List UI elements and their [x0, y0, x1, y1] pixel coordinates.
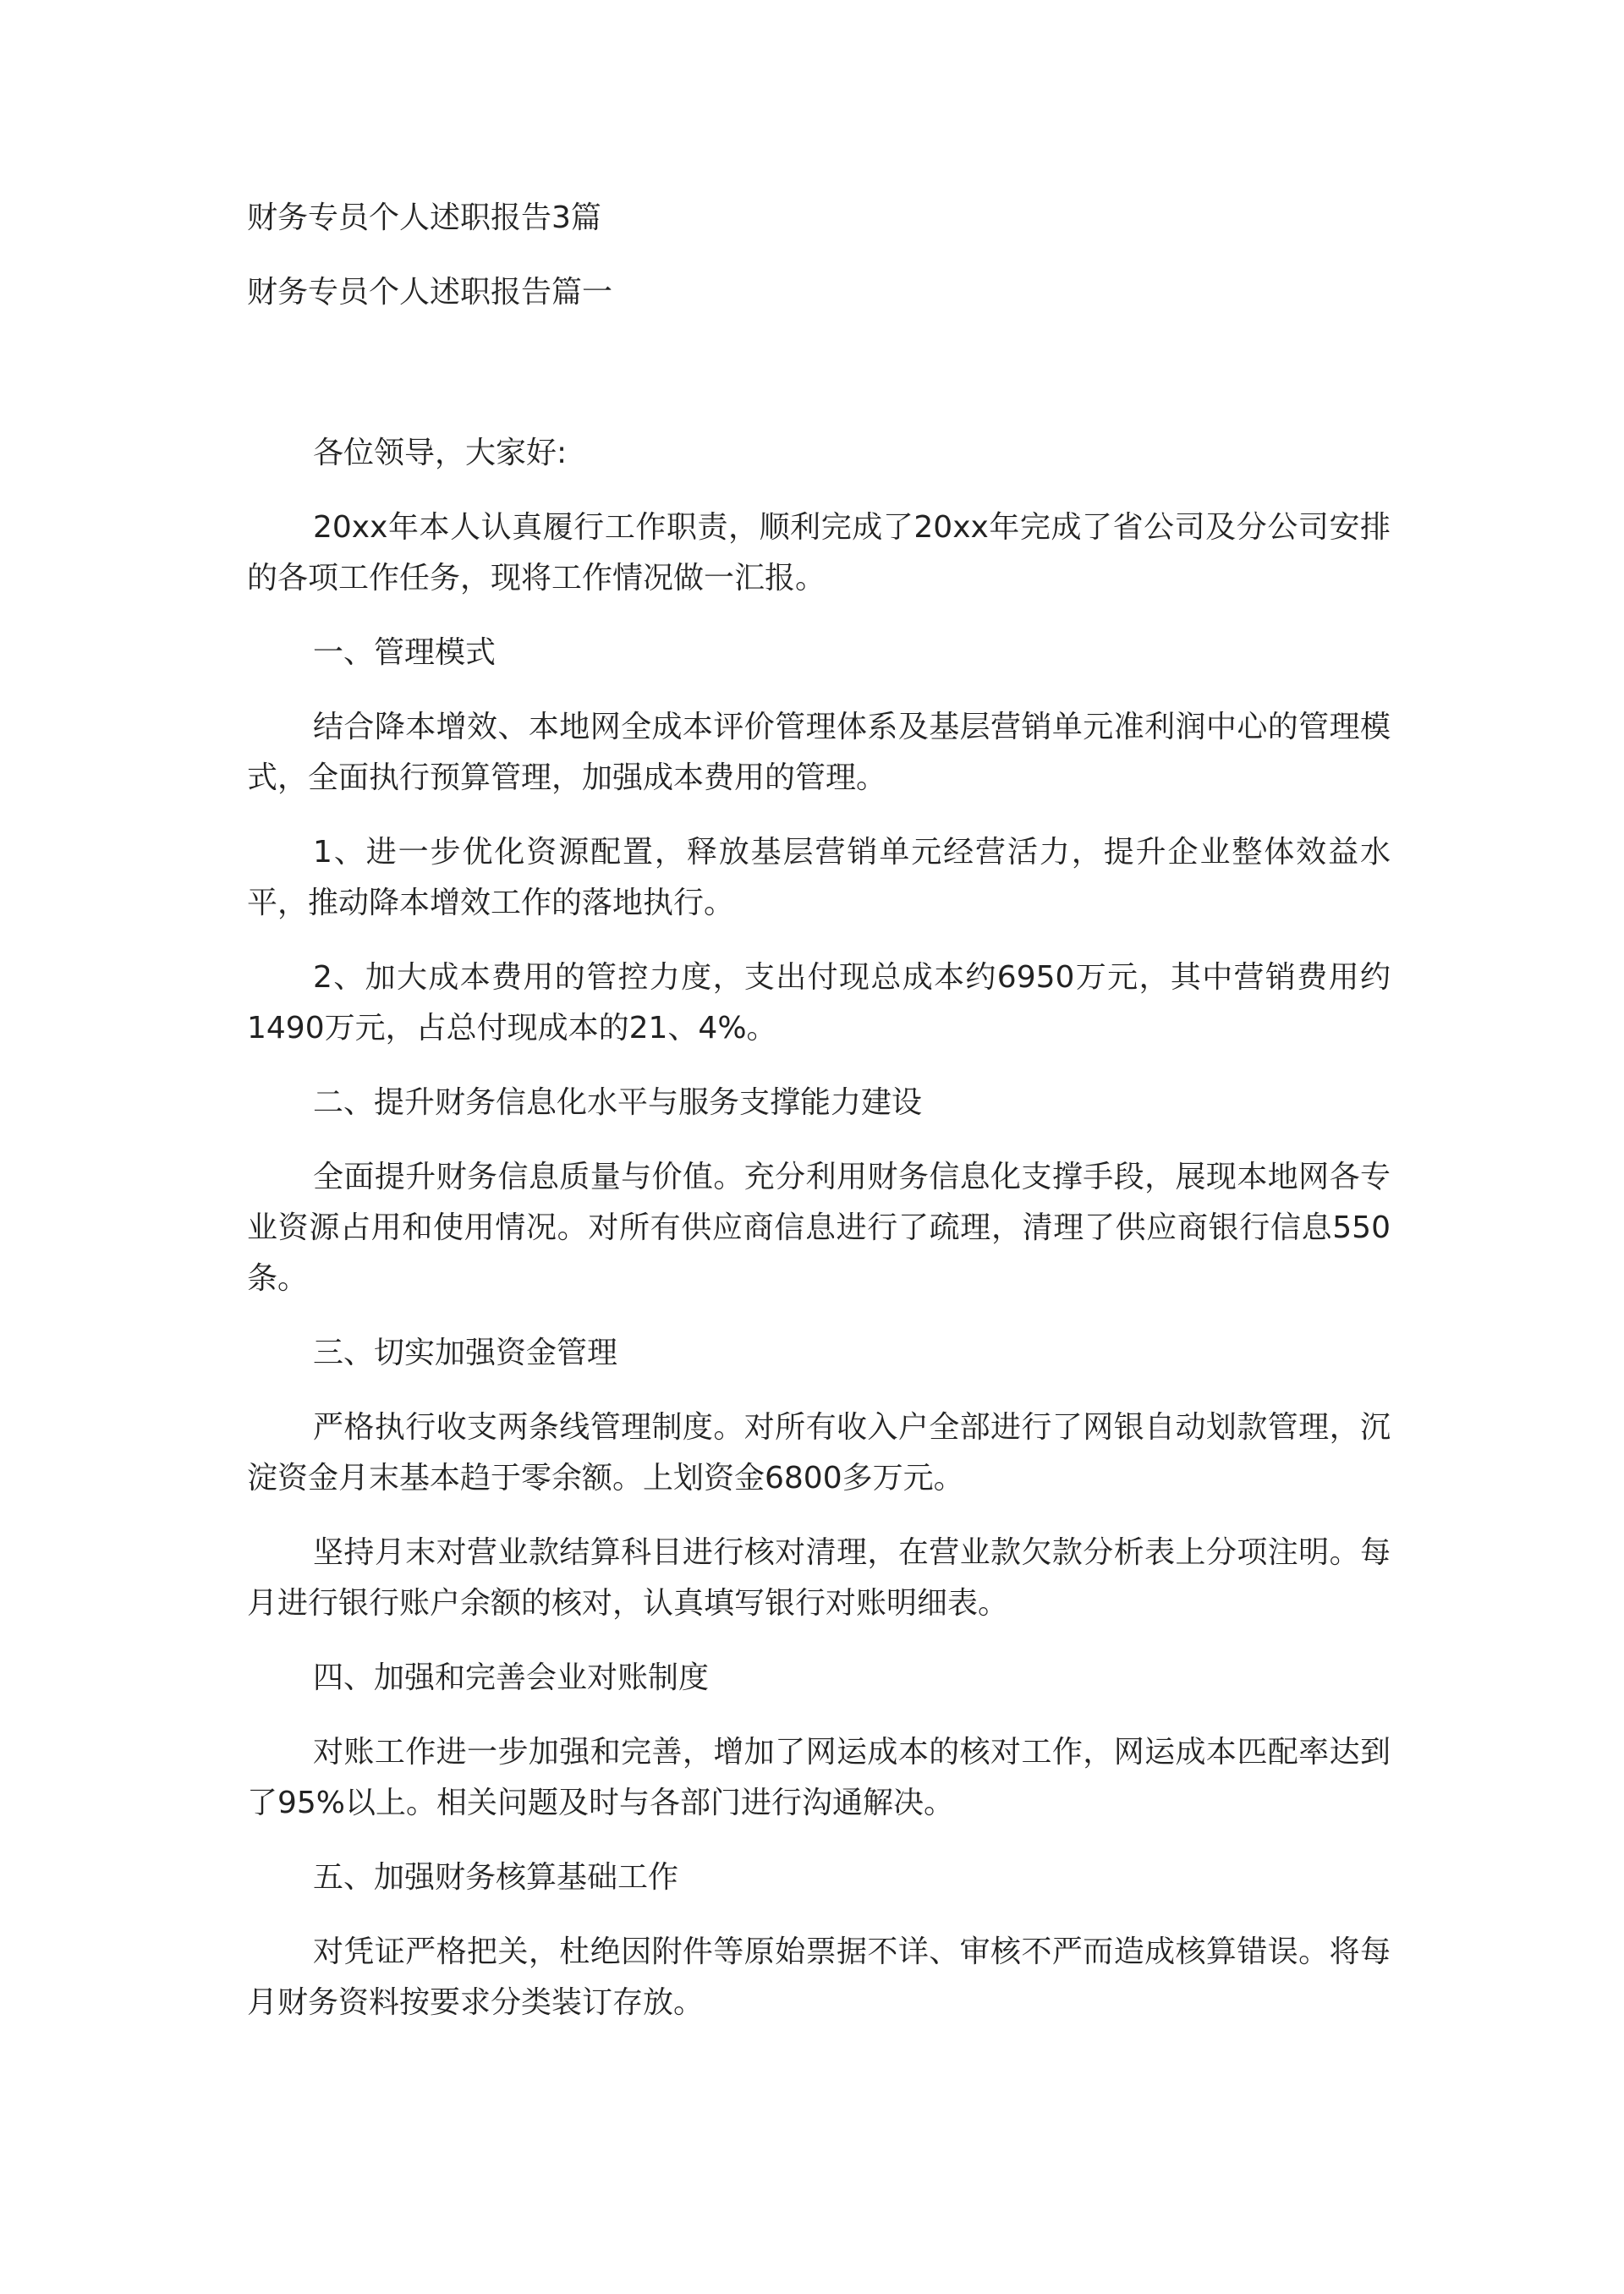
section-heading-1: 一、管理模式: [313, 635, 497, 670]
body-paragraph: 对账工作进一步加强和完善，增加了网运成本的核对工作，网运成本匹配率达到了95%以上。相关问题及时与各部门进行沟通解决。: [247, 1735, 1391, 1820]
section-spacer: [247, 342, 1391, 428]
body-paragraph: 对凭证严格把关，杜绝因附件等原始票据不详、审核不严而造成核算错误。将每月财务资料按要求分类装订存放。: [247, 1935, 1391, 2020]
greeting-paragraph: 各位领导，大家好:: [313, 436, 568, 470]
body-paragraph: 严格执行收支两条线管理制度。对所有收入户全部进行了网银自动划款管理，沉淀资金月末基本趋于零余额。上划资金6800多万元。: [247, 1410, 1391, 1495]
section-heading-5: 五、加强财务核算基础工作: [313, 1860, 679, 1895]
intro-paragraph: 20xx年本人认真履行工作职责，顺利完成了20xx年完成了省公司及分公司安排的各项工作任务，现将工作情况做一汇报。: [247, 510, 1391, 595]
body-paragraph: 结合降本增效、本地网全成本评价管理体系及基层营销单元准利润中心的管理模式，全面执行预算管理，加强成本费用的管理。: [247, 710, 1391, 795]
body-paragraph: 1、进一步优化资源配置，释放基层营销单元经营活力，提升企业整体效益水平，推动降本增效工作的落地执行。: [247, 835, 1391, 920]
body-paragraph: 2、加大成本费用的管控力度，支出付现总成本约6950万元，其中营销费用约1490万元，占总付现成本的21、4%。: [247, 960, 1391, 1045]
document-title: 财务专员个人述职报告3篇: [247, 200, 601, 235]
document-body: [247, 193, 1391, 2052]
section-heading-4: 四、加强和完善会业对账制度: [313, 1660, 710, 1695]
document-subtitle: 财务专员个人述职报告篇一: [247, 275, 613, 310]
body-paragraph: 全面提升财务信息质量与价值。充分利用财务信息化支撑手段，展现本地网各专业资源占用和使用情况。对所有供应商信息进行了疏理，清理了供应商银行信息550条。: [247, 1160, 1391, 1296]
section-heading-2: 二、提升财务信息化水平与服务支撑能力建设: [313, 1085, 923, 1120]
body-paragraph: 坚持月末对营业款结算科目进行核对清理，在营业款欠款分析表上分项注明。每月进行银行账户余额的核对，认真填写银行对账明细表。: [247, 1535, 1391, 1621]
section-heading-3: 三、切实加强资金管理: [313, 1336, 618, 1370]
